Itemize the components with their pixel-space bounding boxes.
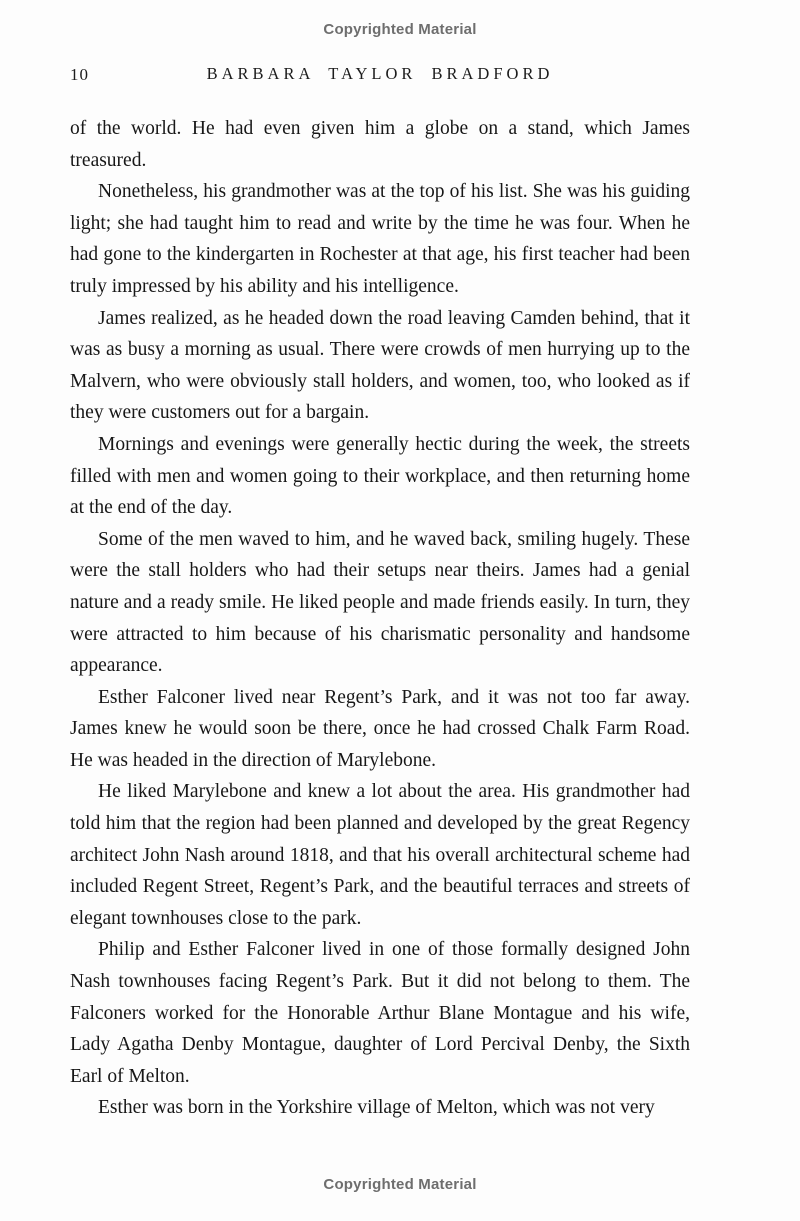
- paragraph: James realized, as he headed down the road leaving Camden behind, that it was as busy a morning as usual. There were crowds of men hurrying up to the Malvern, who were obviously stall holders, and women, too, who looked as if they were customers out for a bargain.: [70, 307, 690, 424]
- paragraph: He liked Marylebone and knew a lot about the area. His grandmother had told him that the region had been planned and developed by the great Regency architect John Nash around 1818, and that his overall architectural scheme had included Regent Street, Regent’s Park, and the beautiful terraces and streets of elegant townhouses close to the park.: [70, 781, 690, 929]
- paragraph: Mornings and evenings were generally hectic during the week, the streets filled with men and women going to their workplace, and then returning home at the end of the day.: [70, 433, 690, 519]
- running-header: [70, 64, 690, 86]
- body-text: [70, 113, 690, 1124]
- paragraph: Some of the men waved to him, and he waved back, smiling hugely. These were the stall holders who had their setups near theirs. James had a genial nature and a ready smile. He liked people and made friends easily. In turn, they were attracted to him because of his charismatic personality and handsome appearance.: [70, 528, 690, 677]
- copyright-notice-top: Copyrighted Material: [323, 21, 477, 38]
- paragraph: of the world. He had even given him a globe on a stand, which James treasured.: [70, 118, 690, 171]
- copyright-notice-bottom: Copyrighted Material: [323, 1176, 477, 1193]
- paragraph: Nonetheless, his grandmother was at the top of his list. She was his guiding light; she had taught him to read and write by the time he was four. When he had gone to the kindergarten in Rochester at that age, his first teacher had been truly impressed by his ability and his intelligence.: [70, 181, 690, 297]
- page-number: 10: [70, 65, 89, 84]
- author-running-header: BARBARA TAYLOR BRADFORD: [206, 64, 554, 83]
- paragraph: Esther was born in the Yorkshire village of Melton, which was not very: [98, 1097, 655, 1119]
- paragraph: Philip and Esther Falconer lived in one of those formally designed John Nash townhouses facing Regent’s Park. But it did not belong to them. The Falconers worked for the Honorable Arthur Blane Montague and his wife, Lady Agatha Denby Montague, daughter of Lord Percival Denby, the Sixth Earl of Melton.: [70, 939, 690, 1087]
- paragraph: Esther Falconer lived near Regent’s Park, and it was not too far away. James knew he would soon be there, once he had crossed Chalk Farm Road. He was headed in the direction of Marylebone.: [70, 686, 690, 771]
